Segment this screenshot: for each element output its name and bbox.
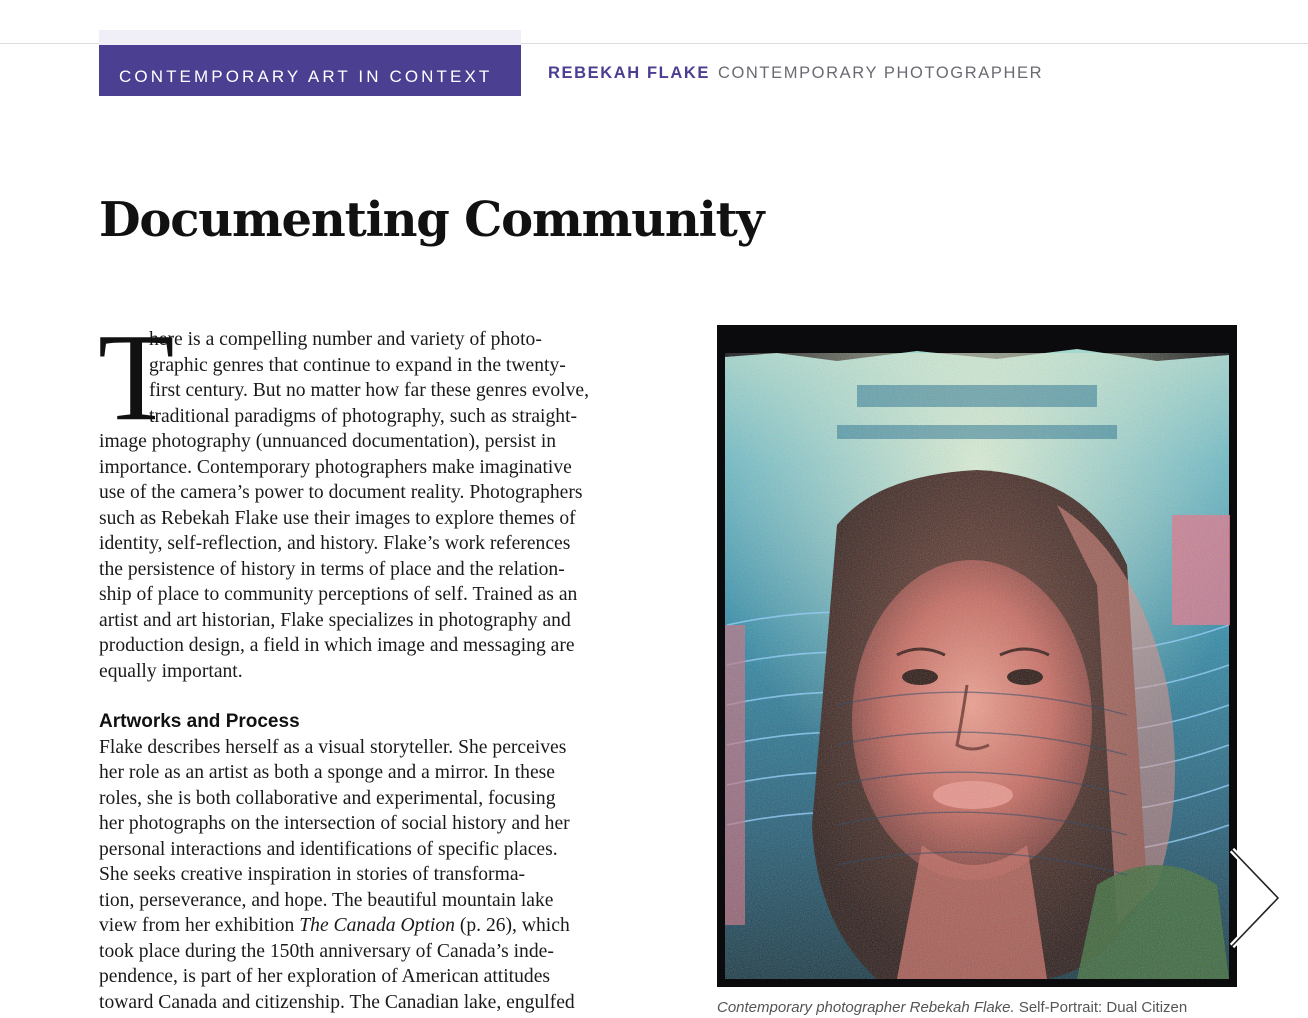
caption-credit: Contemporary photographer Rebekah Flake. (717, 999, 1015, 1016)
section-subhead: Artworks and Process (99, 711, 300, 732)
body-line: identity, self-reflection, and history. Flake’s work references (99, 533, 571, 554)
body-line: the persistence of history in terms of place and the relation- (99, 558, 565, 580)
portrait-photo (717, 325, 1237, 987)
section-tab (99, 30, 521, 96)
exhibition-line (99, 913, 664, 939)
byline-role: CONTEMPORARY PHOTOGRAPHER (717, 64, 1044, 82)
body-line: production design, a field in which image and messaging are (99, 635, 575, 656)
byline (548, 64, 1043, 83)
body-line: traditional paradigms of photography, such as straight- (149, 405, 578, 427)
body-line: tion, perseverance, and hope. The beautiful mountain lake (99, 889, 554, 911)
body-line: here is a compelling number and variety of photo- (149, 329, 542, 350)
paragraph-gap (99, 684, 664, 709)
body-line: her photographs on the intersection of social history and her (99, 813, 570, 834)
body-line: her role as an artist as both a sponge and a mirror. In these (99, 762, 555, 783)
body-line: She seeks creative inspiration in stories of transforma- (99, 864, 526, 885)
process-paragraph-continued (99, 939, 664, 1016)
chevron-right-icon (1226, 846, 1286, 950)
next-page-button[interactable] (1226, 846, 1286, 950)
photo-caption (717, 999, 1187, 1016)
article-title: Documenting Community (99, 192, 764, 248)
body-line: image photography (unnuanced documentation), persist in (99, 431, 557, 452)
body-line: pendence, is part of her exploration of American attitudes (99, 966, 551, 987)
section-label: CONTEMPORARY ART IN CONTEXT (119, 67, 493, 86)
body-line: toward Canada and citizenship. The Canadian lake, engulfed (99, 991, 575, 1013)
exhibition-line-before: view from her exhibition (99, 915, 300, 936)
drop-cap: T (98, 309, 175, 447)
caption-title: Self-Portrait: Dual Citizen (1014, 999, 1188, 1016)
body-line: personal interactions and identifications of specific places. (99, 838, 558, 860)
intro-paragraph (98, 309, 664, 684)
byline-name: REBEKAH FLAKE (548, 64, 710, 82)
exhibition-title: The Canada Option (299, 915, 455, 936)
body-line: first century. But no matter how far these genres evolve, (149, 380, 589, 401)
portrait-artwork (717, 325, 1237, 987)
body-line: use of the camera’s power to document reality. Photographers (99, 482, 583, 503)
body-line: roles, she is both collaborative and experimental, focusing (99, 787, 556, 809)
exhibition-line-after: (p. 26), which (454, 915, 570, 936)
body-line: graphic genres that continue to expand in the twenty- (149, 354, 566, 376)
body-line: equally important. (99, 660, 243, 682)
body-line: took place during the 150th anniversary of Canada’s inde- (99, 940, 554, 962)
body-line: artist and art historian, Flake specializes in photography and (99, 609, 571, 631)
body-line: ship of place to community perceptions of self. Trained as an (99, 584, 578, 605)
body-line: Flake describes herself as a visual storyteller. She perceives (99, 736, 567, 758)
body-line: such as Rebekah Flake use their images to explore themes of (99, 507, 576, 529)
process-paragraph (99, 735, 664, 914)
article-body (98, 309, 664, 1015)
body-line: importance. Contemporary photographers make imaginative (99, 456, 572, 478)
